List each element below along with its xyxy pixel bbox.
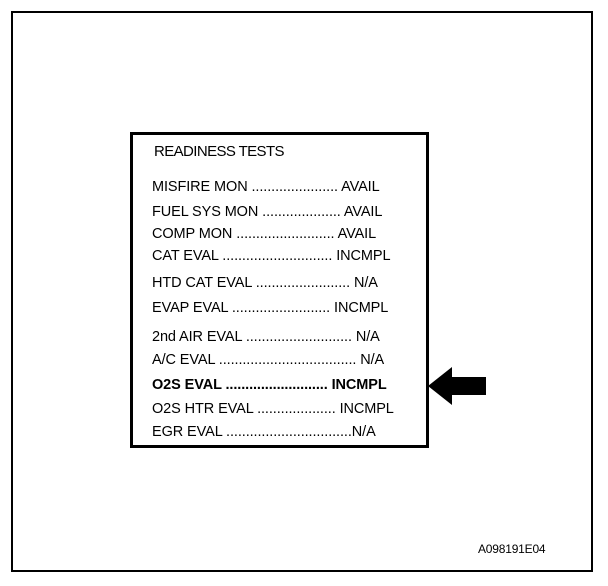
leader-dots: ......................... xyxy=(232,226,338,242)
arrow-left-icon xyxy=(428,367,488,405)
test-name: EVAP EVAL xyxy=(152,300,228,316)
test-row-fuel-sys-mon xyxy=(152,204,382,221)
test-name: MISFIRE MON xyxy=(152,179,248,195)
leader-dots: ............................ xyxy=(218,248,337,264)
test-name: COMP MON xyxy=(152,226,233,242)
test-status: INCMPL xyxy=(339,401,394,417)
test-row-o2s-htr-eval xyxy=(152,401,394,418)
test-row-o2s-eval xyxy=(152,377,387,394)
leader-dots: ........................... xyxy=(241,329,356,345)
test-row-evap-eval xyxy=(152,300,388,317)
readiness-tests-panel xyxy=(130,132,429,448)
test-row-egr-eval xyxy=(152,424,376,441)
test-status: N/A xyxy=(360,352,385,368)
test-name: EGR EVAL xyxy=(152,424,223,440)
test-name: A/C EVAL xyxy=(152,352,215,368)
test-name: FUEL SYS MON xyxy=(152,204,259,220)
test-name: CAT EVAL xyxy=(152,248,219,264)
test-row-comp-mon xyxy=(152,226,376,243)
test-row-ac-eval xyxy=(152,352,384,369)
leader-dots: ........................ xyxy=(251,275,354,291)
test-row-cat-eval xyxy=(152,248,390,265)
leader-dots: .......................... xyxy=(221,377,332,393)
leader-dots: ................................... xyxy=(214,352,361,368)
test-status: INCMPL xyxy=(336,248,391,264)
test-row-2nd-air-eval xyxy=(152,329,380,346)
panel-title: READINESS TESTS xyxy=(154,143,284,160)
leader-dots: .................... xyxy=(253,401,340,417)
leader-dots: ................................ xyxy=(222,424,352,440)
test-status: AVAIL xyxy=(343,204,383,220)
figure-code: A098191E04 xyxy=(478,542,546,556)
test-status: AVAIL xyxy=(337,226,377,242)
test-name: 2nd AIR EVAL xyxy=(152,329,242,345)
test-name: O2S EVAL xyxy=(152,377,222,393)
test-row-misfire-mon xyxy=(152,179,380,196)
leader-dots: .................... xyxy=(258,204,344,220)
test-name: O2S HTR EVAL xyxy=(152,401,254,417)
leader-dots: ...................... xyxy=(247,179,342,195)
test-name: HTD CAT EVAL xyxy=(152,275,252,291)
test-status: N/A xyxy=(355,329,380,345)
test-status: INCMPL xyxy=(334,300,389,316)
test-status: N/A xyxy=(351,424,376,440)
test-row-htd-cat-eval xyxy=(152,275,378,292)
test-status: INCMPL xyxy=(331,377,387,393)
test-status: AVAIL xyxy=(341,179,380,195)
leader-dots: ......................... xyxy=(227,300,335,316)
test-status: N/A xyxy=(353,275,378,291)
